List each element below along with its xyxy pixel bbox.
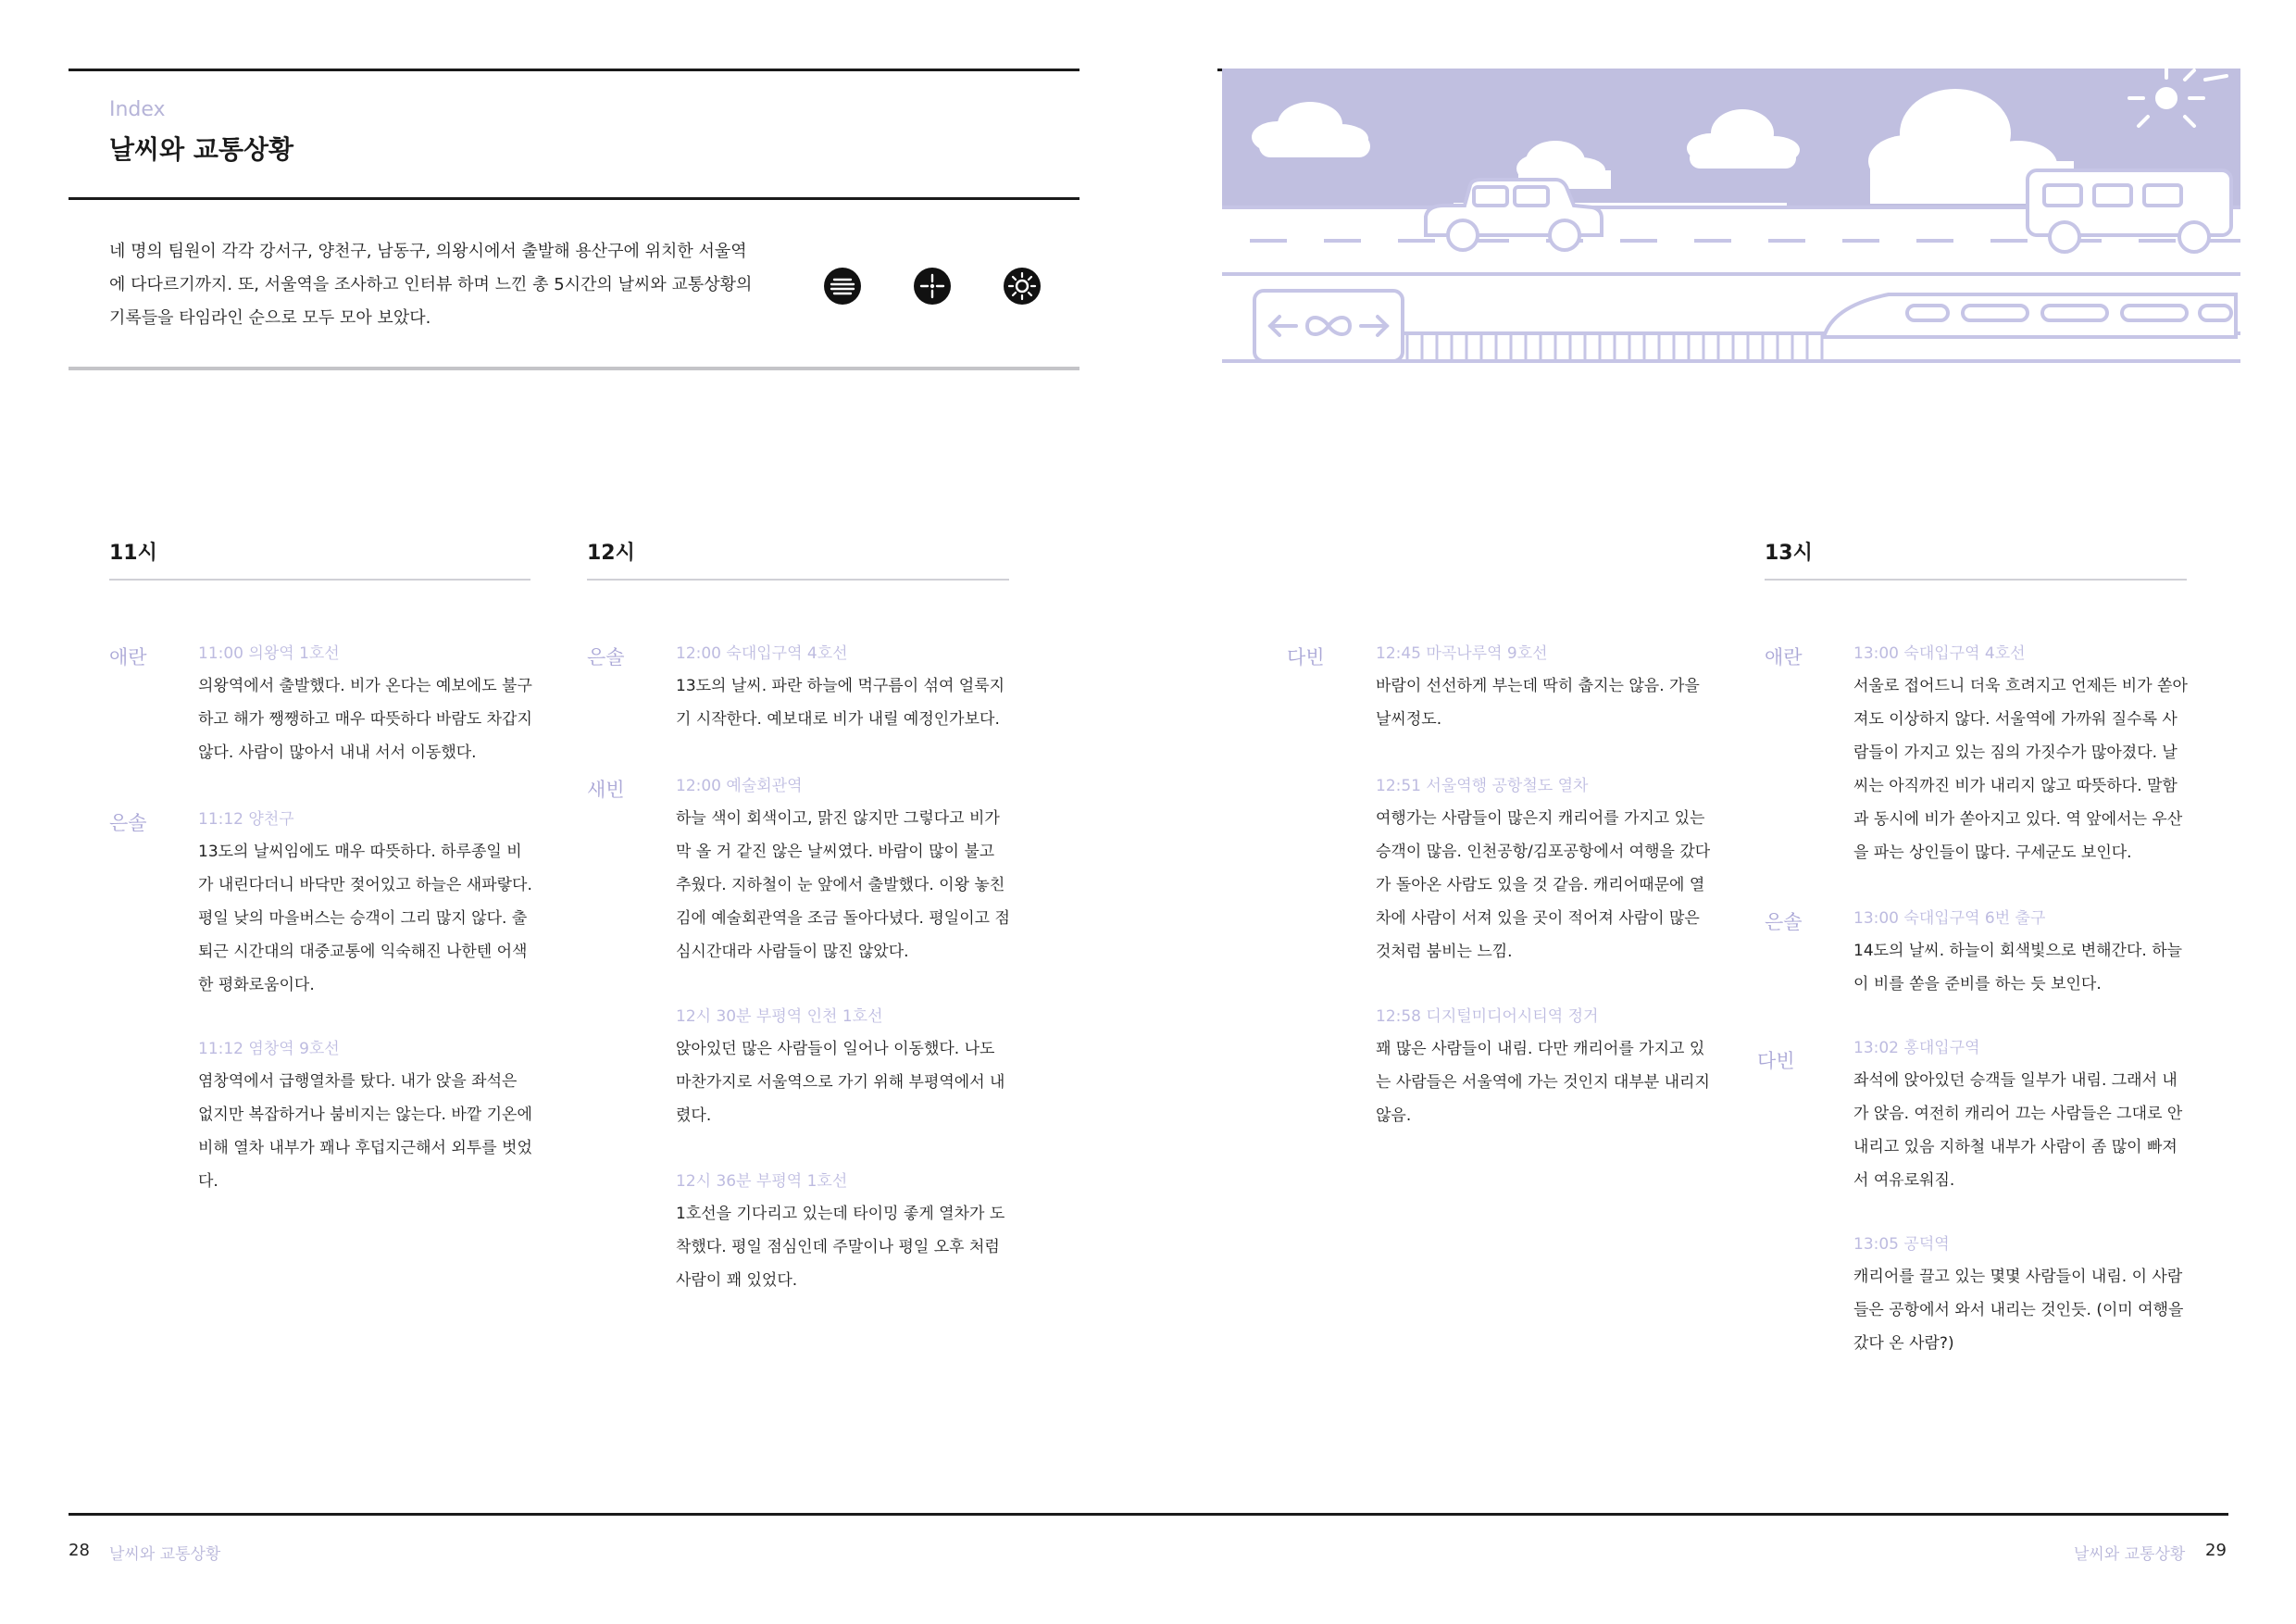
- timeline-entry: [1853, 903, 2191, 1001]
- entry-text: 바람이 선선하게 부는데 딱히 춥지는 않음. 가을 날씨정도.: [1376, 677, 1700, 729]
- entry-time-location: 12시 30분 부평역 인천 1호선: [676, 1007, 883, 1026]
- entry-text: 서울로 접어드니 더욱 흐려지고 언제든 비가 쏟아져도 이상하지 않다. 서울역에 가까워 질수록 사람들이 가지고 있는 짐의 가짓수가 많아졌다. 날씨는 아직까진 비가 내리지 않고 따뜻하다. 말함과 동시에 비가 쏟아지고 있다. 역 앞에서는 우산을 파는 상인들이 많다. 구세군도 보인다.: [1853, 677, 2188, 862]
- entry-text: 14도의 날씨. 하늘이 회색빛으로 변해간다. 하늘이 비를 쏟을 준비를 하는 듯 보인다.: [1853, 942, 2183, 993]
- intro-paragraph: 네 명의 팀원이 각각 강서구, 양천구, 남동구, 의왕시에서 출발해 용산구에 위치한 서울역에 다다르기까지. 또, 서울역을 조사하고 인터뷰 하며 느낀 총 5시간의 날씨와 교통상황의 기록들을 타임라인 순으로 모두 모아 보았다.: [109, 242, 753, 328]
- hour-13-title: 13시: [1765, 542, 1813, 565]
- entry-text: 좌석에 앉아있던 승객들 일부가 내림. 그래서 내가 앉음. 여전히 캐리어 끄는 사람들은 그대로 안 내리고 있음 지하철 내부가 사람이 좀 많이 빠져서 여유로워짐.: [1853, 1071, 2183, 1190]
- hour-13-rule: [1765, 579, 2187, 581]
- entry-time-location: 13:00 숙대입구역 4호선: [1853, 644, 2026, 663]
- entry-text: 의왕역에서 출발했다. 비가 온다는 예보에도 불구하고 해가 쨍쨍하고 매우 따뜻하다 바람도 차갑지 않다. 사람이 많아서 내내 서서 이동했다.: [198, 677, 532, 762]
- timeline-entry: [676, 770, 1014, 968]
- entry-text: 여행가는 사람들이 많은지 캐리어를 가지고 있는 승객이 많음. 인천공항/김포공항에서 여행을 갔다가 돌아온 사람도 있을 것 같음. 캐리어때문에 열차에 사람이 서져 있을 곳이 적어져 사람이 많은 것처럼 붐비는 느낌.: [1376, 809, 1711, 961]
- timeline-entry: [1853, 1229, 2191, 1360]
- hour-11-title: 11시: [109, 542, 157, 565]
- entry-text: 캐리어를 끌고 있는 몇몇 사람들이 내림. 이 사람들은 공항에서 와서 내리는 것인듯. (이미 여행을 갔다 온 사람?): [1853, 1268, 2184, 1353]
- hour-12-title: 12시: [587, 542, 635, 565]
- timeline-entry: [676, 1001, 1014, 1132]
- person-label: 은솔: [109, 812, 147, 834]
- weather-traffic-illustration: [1222, 69, 2240, 374]
- timeline-entry: [198, 638, 536, 769]
- header-mid-rule: [69, 197, 1079, 200]
- timeline-entry: [676, 1166, 1014, 1297]
- entry-text: 꽤 많은 사람들이 내림. 다만 캐리어를 가지고 있는 사람들은 서울역에 가는 것인지 대부분 내리지 않음.: [1376, 1040, 1710, 1125]
- entry-time-location: 12:51 서울역행 공항철도 열차: [1376, 777, 1589, 795]
- entry-text: 하늘 색이 회색이고, 맑진 않지만 그렇다고 비가 막 올 거 같진 않은 날씨였다. 바람이 많이 불고 추웠다. 지하철이 눈 앞에서 출발했다. 이왕 놓친 김에 예술회관역을 조금 돌아다녔다. 평일이고 점심시간대라 사람들이 많진 않았다.: [676, 809, 1010, 961]
- entry-time-location: 13:02 홍대입구역: [1853, 1039, 1980, 1057]
- header-top-rule: [69, 69, 1079, 71]
- timeline-entry: [1376, 638, 1714, 736]
- person-label: 은솔: [587, 646, 625, 668]
- entry-text: 1호선을 기다리고 있는데 타이밍 좋게 열차가 도착했다. 평일 점심인데 주말이나 평일 오후 처럼 사람이 꽤 있었다.: [676, 1205, 1005, 1290]
- right-running-title: 날씨와 교통상황: [2074, 1545, 2186, 1564]
- entry-time-location: 12:45 마곡나루역 9호선: [1376, 644, 1548, 663]
- timeline-entry: [1853, 1032, 2191, 1197]
- entry-time-location: 12:00 예술회관역: [676, 777, 803, 795]
- person-label: 새빈: [587, 779, 625, 801]
- entry-time-location: 12:00 숙대입구역 4호선: [676, 644, 848, 663]
- entry-text: 염창역에서 급행열차를 탔다. 내가 앉을 좌석은 없지만 복잡하거나 붐비지는 않는다. 바깥 기온에 비해 열차 내부가 꽤나 후덥지근해서 외투를 벗었다.: [198, 1072, 532, 1191]
- timeline-entry: [198, 1033, 536, 1198]
- entry-time-location: 12시 36분 부평역 1호선: [676, 1172, 848, 1191]
- timeline-entry: [1376, 770, 1714, 968]
- sun-icon: [1004, 268, 1041, 305]
- timeline-entry: [676, 638, 1014, 736]
- hour-11-rule: [109, 579, 530, 581]
- fog-icon: [824, 268, 861, 305]
- entry-time-location: 11:00 의왕역 1호선: [198, 644, 340, 663]
- left-running-title: 날씨와 교통상황: [109, 1545, 221, 1564]
- header-bottom-rule: [69, 367, 1079, 370]
- timeline-entry: [1853, 638, 2191, 869]
- page-title: 날씨와 교통상황: [109, 134, 294, 165]
- entry-text: 13도의 날씨. 파란 하늘에 먹구름이 섞여 얼룩지기 시작한다. 예보대로 비가 내릴 예정인가보다.: [676, 677, 1005, 729]
- person-label: 다빈: [1757, 1050, 1795, 1072]
- footer-rule: [69, 1513, 2228, 1516]
- entry-time-location: 11:12 양천구: [198, 810, 294, 829]
- entry-time-location: 11:12 염창역 9호선: [198, 1040, 340, 1058]
- timeline-entry: [1376, 1001, 1714, 1132]
- entry-time-location: 13:05 공덕역: [1853, 1235, 1950, 1254]
- index-label: Index: [109, 98, 166, 121]
- entry-time-location: 12:58 디지털미디어시티역 정거: [1376, 1007, 1599, 1026]
- timeline-entry: [198, 804, 536, 1002]
- left-page-number: 28: [69, 1541, 90, 1560]
- person-label: 은솔: [1765, 911, 1803, 933]
- person-label: 애란: [109, 646, 147, 668]
- right-page-number: 29: [2205, 1541, 2227, 1560]
- person-label: 다빈: [1287, 646, 1325, 668]
- person-label: 애란: [1765, 646, 1803, 668]
- entry-time-location: 13:00 숙대입구역 6번 출구: [1853, 909, 2046, 928]
- compass-icon: [914, 268, 951, 305]
- entry-text: 앉아있던 많은 사람들이 일어나 이동했다. 나도 마찬가지로 서울역으로 가기 위해 부평역에서 내렸다.: [676, 1040, 1005, 1125]
- hour-12-rule: [587, 579, 1009, 581]
- entry-text: 13도의 날씨임에도 매우 따뜻하다. 하루종일 비가 내린다더니 바닥만 젖어있고 하늘은 새파랗다. 평일 낮의 마을버스는 승객이 그리 많지 않다. 출퇴근 시간대의 대중교통에 익숙해진 나한텐 어색한 평화로움이다.: [198, 843, 532, 994]
